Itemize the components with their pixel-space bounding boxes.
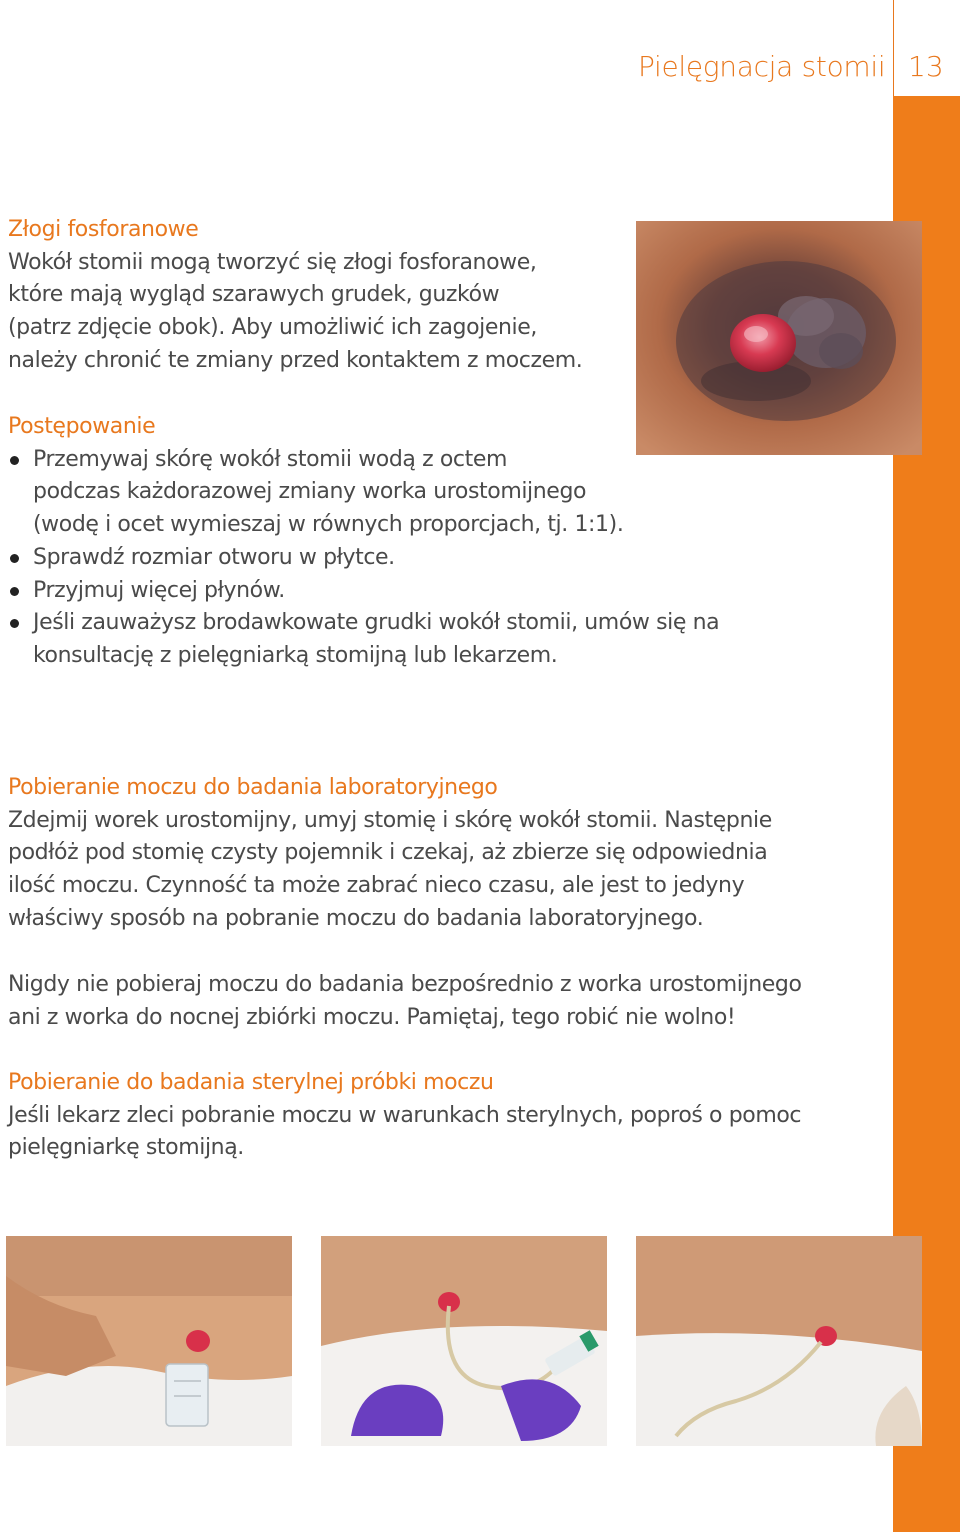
stoma-deposits-photo <box>636 221 922 455</box>
text-line: Przyjmuj więcej płynów. <box>33 577 285 603</box>
catheter-in-stoma-photo <box>636 1236 922 1446</box>
header-title: Pielęgnacja stomii <box>638 50 886 83</box>
section-heading: Pobieranie do badania sterylnej próbki moczu <box>8 1070 494 1095</box>
text-line: ilość moczu. Czynność ta może zabrać nieco czasu, ale jest to jedyny <box>8 873 745 899</box>
catheter-sample-photo <box>321 1236 607 1446</box>
text-line: Jeśli zauważysz brodawkowate grudki wokół stomii, umów się na <box>33 610 720 636</box>
text-line: Jeśli lekarz zleci pobranie moczu w warunkach sterylnych, poproś o pomoc <box>8 1102 802 1128</box>
section-procedure <box>8 411 719 673</box>
text-line: podczas każdorazowej zmiany worka urostomijnego <box>33 479 587 505</box>
section-heading: Postępowanie <box>8 414 156 439</box>
section-sterile-sample <box>8 1067 801 1165</box>
list-item <box>8 575 719 608</box>
section-lab-warning <box>8 969 802 1034</box>
text-line: (patrz zdjęcie obok). Aby umożliwić ich zagojenie, <box>8 315 537 341</box>
list-item <box>8 444 719 542</box>
text-line: Nigdy nie pobieraj moczu do badania bezpośrednio z worka urostomijnego <box>8 972 802 997</box>
section-phosphate-deposits <box>8 214 582 378</box>
text-line: Przemywaj skórę wokół stomii wodą z octem <box>33 446 507 472</box>
text-line: Zdejmij worek urostomijny, umyj stomię i skórę wokół stomii. Następnie <box>8 807 772 833</box>
text-line: Wokół stomii mogą tworzyć się złogi fosforanowe, <box>8 249 537 275</box>
section-heading: Złogi fosforanowe <box>8 217 199 242</box>
text-line: Sprawdź rozmiar otworu w płytce. <box>33 544 395 570</box>
urine-container-photo <box>6 1236 292 1446</box>
text-line: należy chronić te zmiany przed kontaktem z moczem. <box>8 347 583 373</box>
list-item <box>8 542 719 575</box>
procedure-list <box>8 444 719 673</box>
text-line: podłóż pod stomię czysty pojemnik i czekaj, aż zbierze się odpowiednia <box>8 840 768 866</box>
text-line: które mają wygląd szarawych grudek, guzków <box>8 282 500 308</box>
text-line: ani z worka do nocnej zbiórki moczu. Pamiętaj, tego robić nie wolno! <box>8 1004 736 1030</box>
page-number: 13 <box>908 50 944 83</box>
text-line: konsultację z pielęgniarką stomijną lub lekarzem. <box>33 642 558 668</box>
text-line: pielęgniarkę stomijną. <box>8 1135 244 1161</box>
text-line: właściwy sposób na pobranie moczu do badania laboratoryjnego. <box>8 905 704 931</box>
section-heading: Pobieranie moczu do badania laboratoryjnego <box>8 775 498 800</box>
text-line: (wodę i ocet wymieszaj w równych proporcjach, tj. 1:1). <box>33 512 624 538</box>
list-item <box>8 607 719 672</box>
section-lab-urine-sample <box>8 772 772 936</box>
